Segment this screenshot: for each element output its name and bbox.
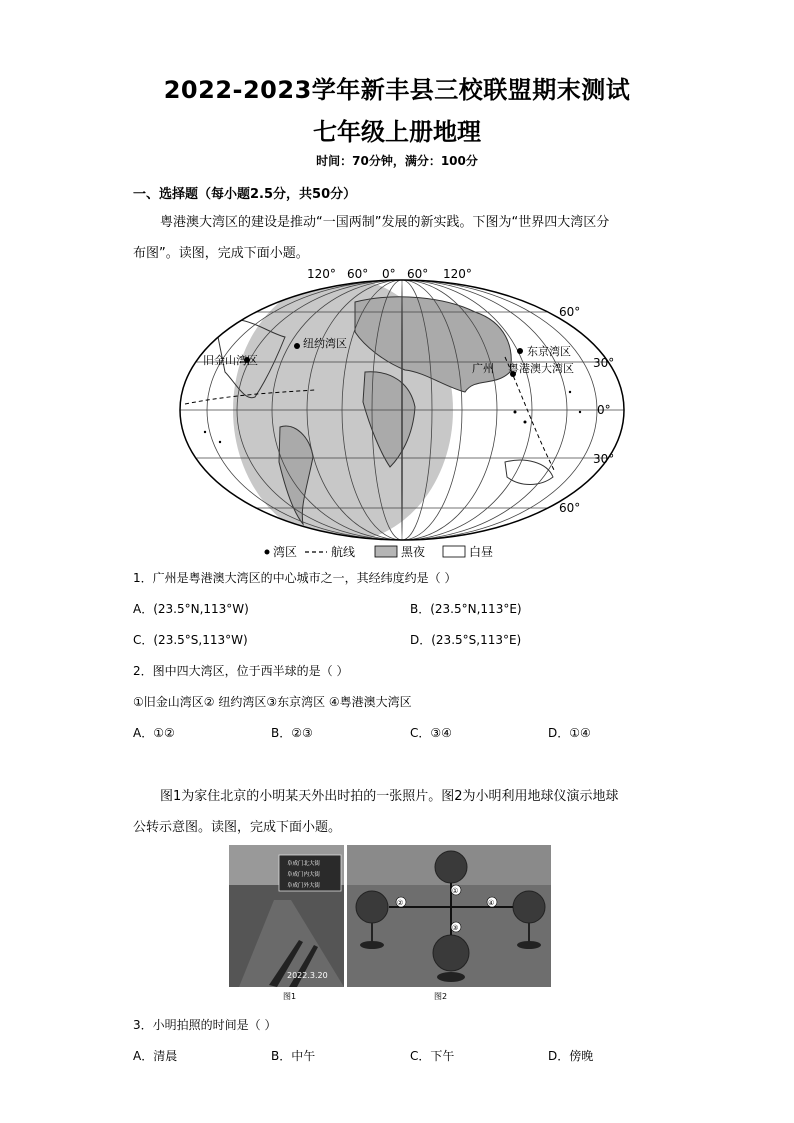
road-sign-text: 阜成门外大街 bbox=[287, 883, 321, 889]
photo-figures bbox=[229, 845, 551, 1005]
question-1: 1．广州是粤港澳大湾区的中心城市之一，其经纬度约是（ ） bbox=[133, 571, 457, 585]
lat-label: 30° bbox=[593, 452, 615, 466]
question-2: 2．图中四大湾区，位于西半球的是（ ） bbox=[133, 664, 349, 678]
intro-text-1b: 布图”。读图，完成下面小题。 bbox=[133, 246, 309, 261]
photo-date: 2022.3.20 bbox=[287, 971, 328, 980]
q2-option-a[interactable]: A．①② bbox=[133, 726, 175, 740]
page-title: 2022-2023学年新丰县三校联盟期末测试 bbox=[163, 76, 631, 104]
intro-text-2b: 公转示意图。读图，完成下面小题。 bbox=[133, 820, 342, 835]
pos-label-3: ③ bbox=[452, 924, 459, 932]
lat-label: 30° bbox=[593, 356, 615, 370]
legend-bay: 湾区 bbox=[273, 545, 298, 559]
q1-option-b[interactable]: B．(23.5°N,113°E) bbox=[410, 602, 522, 616]
road-sign-text: 阜成门内大街 bbox=[287, 872, 321, 878]
map-legend bbox=[265, 544, 494, 559]
section-heading: 一、选择题（每小题2.5分，共50分） bbox=[133, 187, 357, 202]
lat-label: 60° bbox=[559, 501, 581, 515]
lat-label: 0° bbox=[597, 403, 611, 417]
world-bay-map bbox=[175, 262, 625, 562]
q3-option-b[interactable]: B．中午 bbox=[271, 1049, 316, 1063]
q1-option-c[interactable]: C．(23.5°S,113°W) bbox=[133, 633, 248, 647]
bay-marker-tokyo bbox=[517, 348, 523, 354]
road-sign-text: 阜成门北大街 bbox=[287, 861, 321, 867]
q1-option-a[interactable]: A．(23.5°N,113°W) bbox=[133, 602, 249, 616]
q2-option-b[interactable]: B．②③ bbox=[271, 726, 313, 740]
lat-label: 60° bbox=[559, 305, 581, 319]
bay-label-tokyo: 东京湾区 bbox=[527, 345, 571, 358]
question-3: 3．小明拍照的时间是（ ） bbox=[133, 1018, 277, 1032]
q2-option-c[interactable]: C．③④ bbox=[410, 726, 452, 740]
fig1-caption: 图1 bbox=[283, 992, 297, 1001]
bay-label-sf: 旧金山湾区 bbox=[203, 354, 258, 367]
q2-option-d[interactable]: D．①④ bbox=[548, 726, 591, 740]
legend-day: 白昼 bbox=[469, 545, 494, 559]
legend-night: 黑夜 bbox=[401, 545, 426, 559]
pos-label-4: ④ bbox=[488, 899, 495, 907]
time-info: 时间：70分钟，满分：100分 bbox=[316, 154, 478, 168]
lon-label: 120° bbox=[307, 267, 336, 281]
lon-label: 0° bbox=[382, 267, 396, 281]
lon-label: 120° bbox=[443, 267, 472, 281]
bay-label-ny: 纽约湾区 bbox=[303, 337, 347, 350]
legend-route: 航线 bbox=[331, 545, 356, 559]
q3-option-d[interactable]: D．傍晚 bbox=[548, 1049, 594, 1063]
bay-marker-ny bbox=[294, 343, 300, 349]
lon-label: 60° bbox=[407, 267, 429, 281]
page-subtitle: 七年级上册地理 bbox=[313, 118, 481, 146]
intro-text-2a: 图1为家住北京的小明某天外出时拍的一张照片。图2为小明利用地球仪演示地球 bbox=[160, 789, 619, 804]
lon-label: 60° bbox=[347, 267, 369, 281]
q3-option-a[interactable]: A．清晨 bbox=[133, 1049, 178, 1063]
pos-label-1: ① bbox=[452, 887, 459, 895]
q2-list: ①旧金山湾区② 纽约湾区③东京湾区 ④粤港澳大湾区 bbox=[133, 695, 412, 709]
q1-option-d[interactable]: D．(23.5°S,113°E) bbox=[410, 633, 522, 647]
q3-option-c[interactable]: C．下午 bbox=[410, 1049, 455, 1063]
intro-text-1a: 粤港澳大湾区的建设是推动“一国两制”发展的新实践。下图为“世界四大湾区分 bbox=[160, 215, 610, 230]
pos-label-2: ② bbox=[397, 899, 404, 907]
bay-label-gba: 粤港澳大湾区 bbox=[508, 362, 574, 375]
bay-label-gz: 广州 bbox=[472, 362, 494, 375]
fig2-caption: 图2 bbox=[434, 992, 448, 1001]
